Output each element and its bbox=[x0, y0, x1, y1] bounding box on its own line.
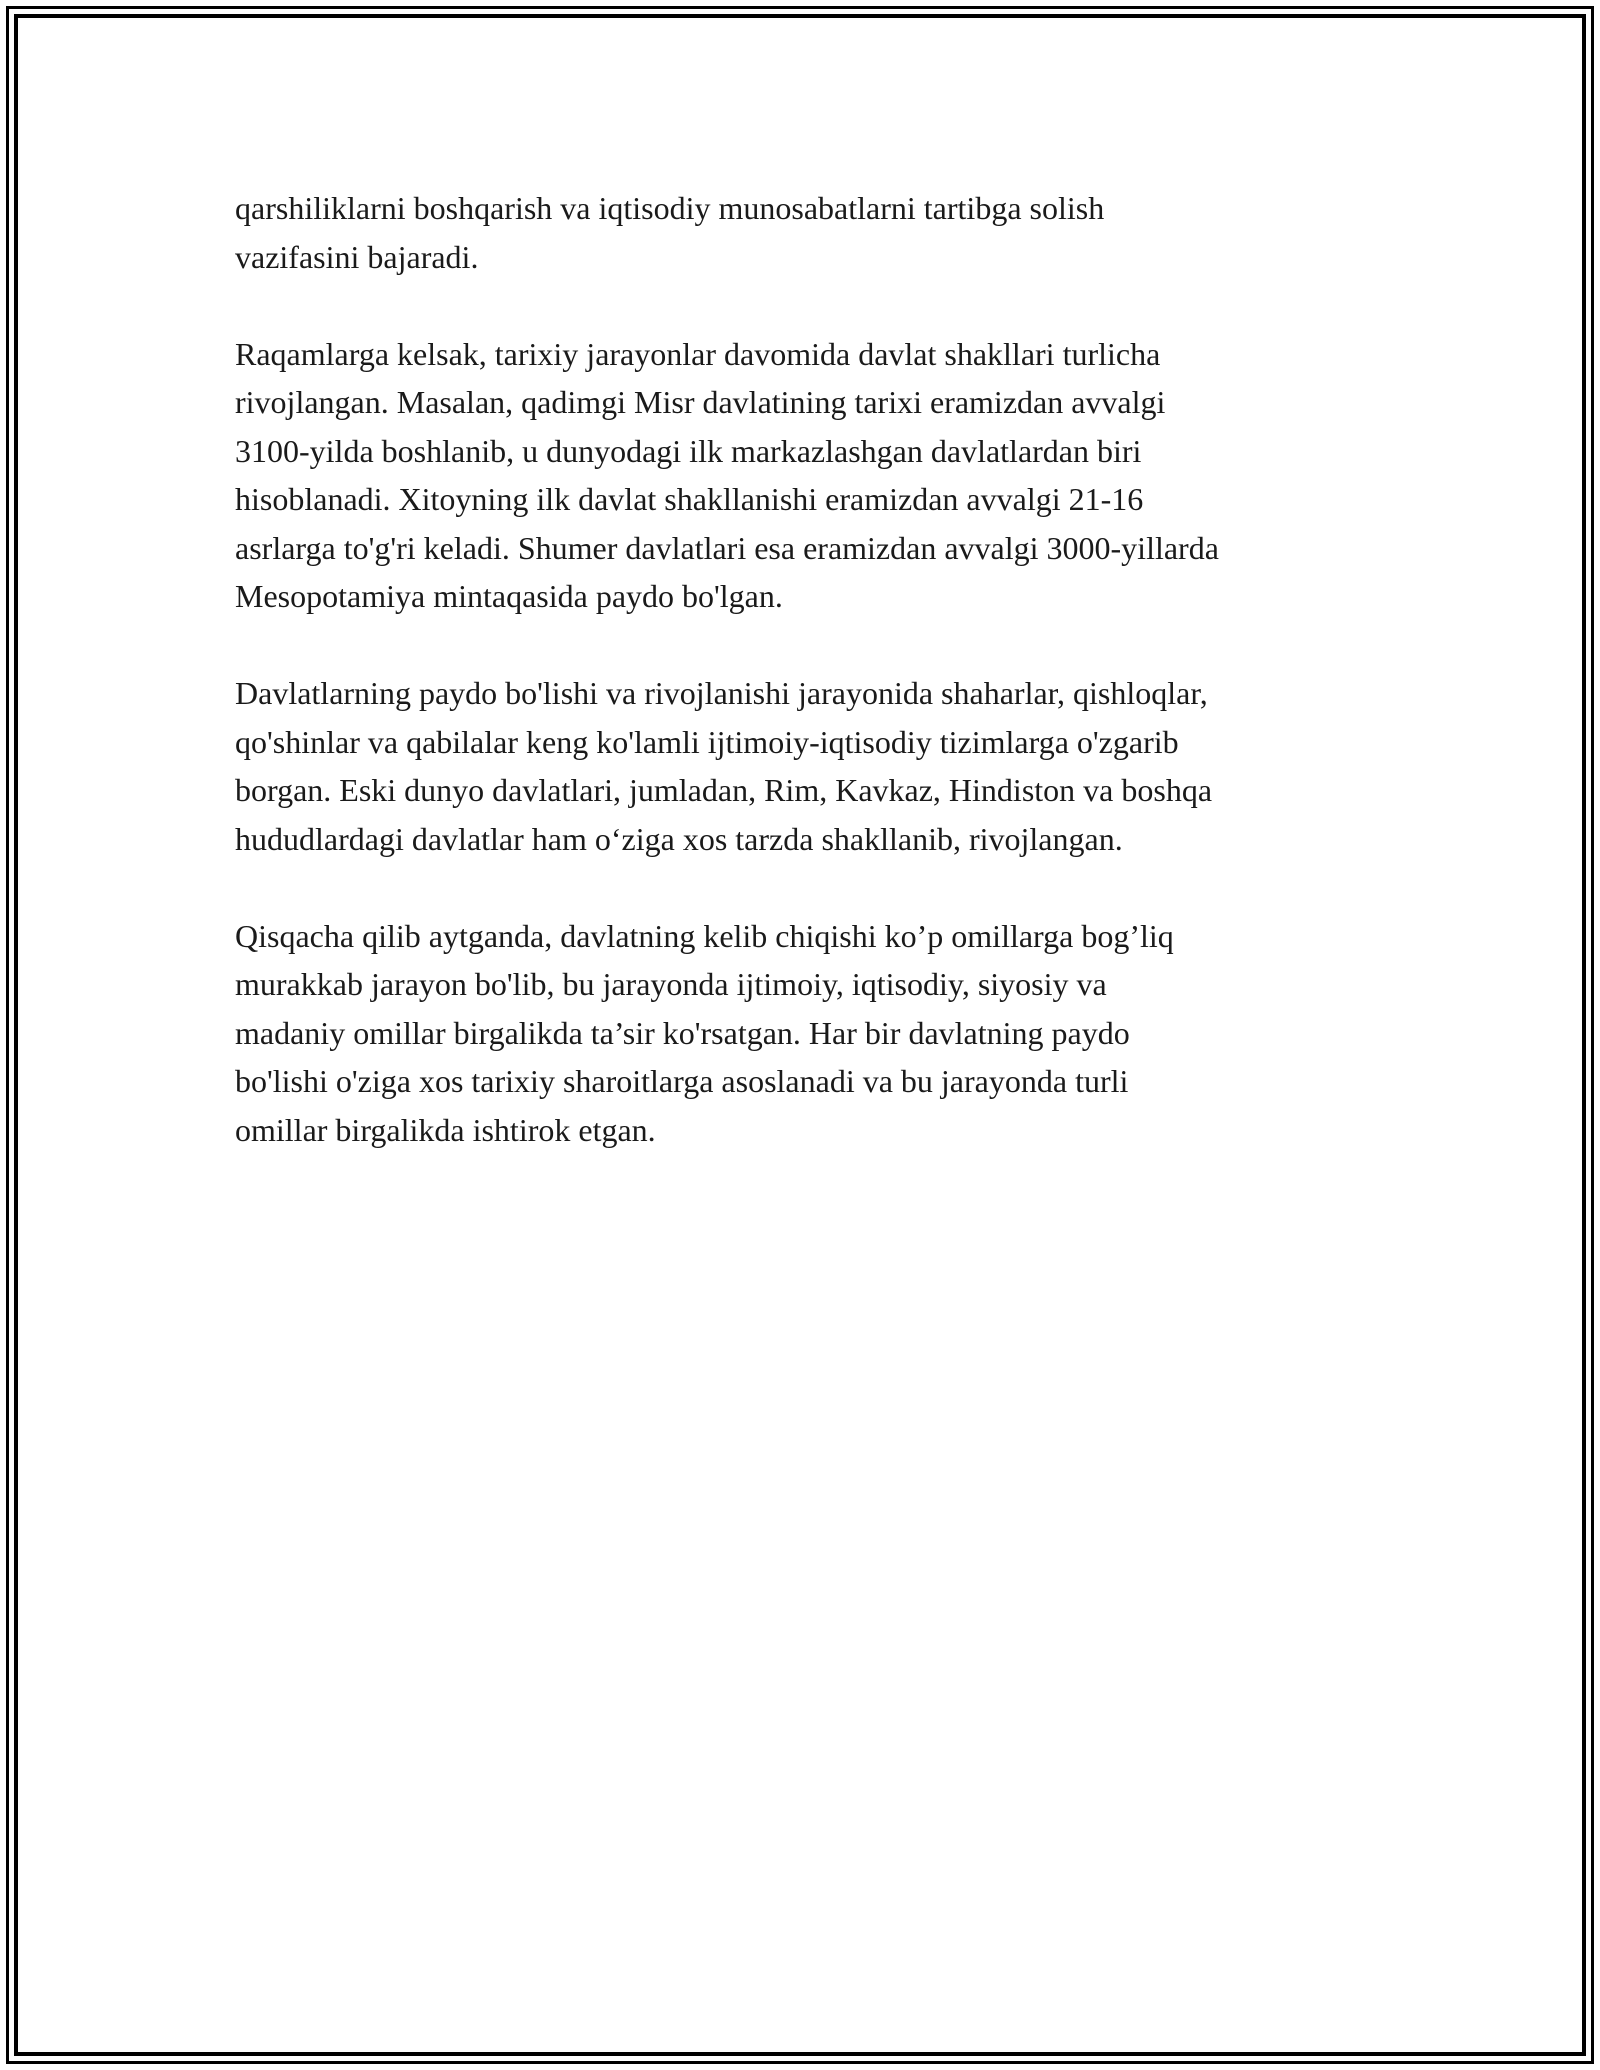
text-line: bo'lishi o'ziga xos tarixiy sharoitlarga asoslanadi va bu jarayonda turli bbox=[235, 1063, 1129, 1099]
text-line: borgan. Eski dunyo davlatlari, jumladan, Rim, Kavkaz, Hindiston va boshqa bbox=[235, 772, 1213, 808]
text-line: asrlarga to'g'ri keladi. Shumer davlatlari esa eramizdan avvalgi 3000-yillarda bbox=[235, 529, 1219, 566]
paragraph-1 bbox=[235, 184, 1395, 281]
text-line: qarshiliklarni boshqarish va iqtisodiy munosabatlarni tartibga solish bbox=[235, 190, 1105, 226]
text-line: qo'shinlar va qabilalar keng ko'lamli ijtimoiy-iqtisodiy tizimlarga o'zgarib bbox=[235, 723, 1179, 760]
text-line: Raqamlarga kelsak, tarixiy jarayonlar davomida davlat shakllari turlicha bbox=[235, 335, 1161, 372]
text-line: rivojlangan. Masalan, qadimgi Misr davlatining tarixi eramizdan avvalgi bbox=[235, 384, 1166, 420]
text-line: omillar birgalikda ishtirok etgan. bbox=[235, 1111, 656, 1148]
text-line: 3100-yilda boshlanib, u dunyodagi ilk markazlashgan davlatlardan biri bbox=[235, 432, 1142, 469]
document-body bbox=[235, 184, 1395, 1203]
text-line: hududlardagi davlatlar ham o‘ziga xos tarzda shakllanib, rivojlangan. bbox=[235, 820, 1123, 857]
text-line: Mesopotamiya mintaqasida paydo bo'lgan. bbox=[235, 578, 783, 614]
text-line: vazifasini bajaradi. bbox=[235, 238, 479, 275]
text-line: Davlatlarning paydo bo'lishi va rivojlanishi jarayonida shaharlar, qishloqlar, bbox=[235, 675, 1208, 711]
paragraph-3 bbox=[235, 669, 1395, 863]
text-line: madaniy omillar birgalikda ta’sir ko'rsatgan. Har bir davlatning paydo bbox=[235, 1014, 1130, 1051]
text-line: murakkab jarayon bo'lib, bu jarayonda ijtimoiy, iqtisodiy, siyosiy va bbox=[235, 966, 1107, 1002]
paragraph-2 bbox=[235, 330, 1395, 621]
text-line: Qisqacha qilib aytganda, davlatning kelib chiqishi ko’p omillarga bog’liq bbox=[235, 917, 1174, 954]
paragraph-4 bbox=[235, 912, 1395, 1155]
text-line: hisoblanadi. Xitoyning ilk davlat shakllanishi eramizdan avvalgi 21-16 bbox=[235, 481, 1144, 517]
